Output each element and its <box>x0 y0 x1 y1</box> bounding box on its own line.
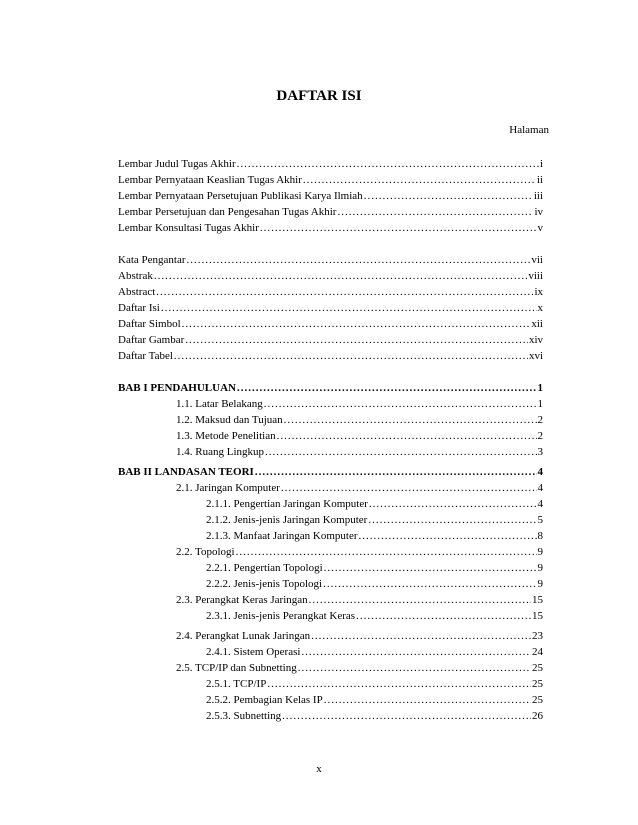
toc-entry-page: 9 <box>537 546 543 558</box>
toc-entry <box>118 350 543 366</box>
toc-entry <box>118 270 543 286</box>
toc-entry <box>118 254 543 270</box>
toc-entry <box>118 662 543 678</box>
toc-entry <box>118 562 543 578</box>
dot-leader <box>324 694 531 706</box>
toc-entry-label: 2.1.3. Manfaat Jaringan Komputer <box>206 530 358 542</box>
toc-entry-label: Daftar Tabel <box>118 350 173 362</box>
toc-entry-label: 2.5. TCP/IP dan Subnetting <box>176 662 297 674</box>
dot-leader <box>185 334 528 346</box>
dot-leader <box>368 514 536 526</box>
toc-entry <box>118 498 543 514</box>
page-title: DAFTAR ISI <box>276 88 362 104</box>
toc-entry-page: 26 <box>532 710 543 722</box>
dot-leader <box>364 190 533 202</box>
dot-leader <box>359 530 537 542</box>
toc-entry <box>118 174 543 190</box>
dot-leader <box>309 594 531 606</box>
toc-entry <box>118 318 543 334</box>
toc-entry-label: Lembar Persetujuan dan Pengesahan Tugas Akhir <box>118 206 337 218</box>
dot-leader <box>282 710 531 722</box>
toc-entry-label: Abstrak <box>118 270 153 282</box>
toc-entry-page: 15 <box>532 594 543 606</box>
dot-leader <box>323 578 536 590</box>
toc-entry-label: Lembar Pernyataan Keaslian Tugas Akhir <box>118 174 302 186</box>
dot-leader <box>237 158 539 170</box>
toc-entry-page: 3 <box>537 446 543 458</box>
toc-entry-label: 2.5.1. TCP/IP <box>206 678 267 690</box>
dot-leader <box>255 466 537 478</box>
dot-leader <box>187 254 531 266</box>
toc-entry-label: BAB I PENDAHULUAN <box>118 382 236 394</box>
dot-leader <box>174 350 528 362</box>
toc-entry <box>118 678 543 694</box>
toc-entry <box>118 546 543 562</box>
toc-entry <box>118 446 543 462</box>
toc-entry-label: 2.1. Jaringan Komputer <box>176 482 280 494</box>
toc-entry <box>118 302 543 318</box>
toc-entry <box>118 594 543 610</box>
toc-entry-page: 25 <box>532 678 543 690</box>
toc-entry-page: 5 <box>537 514 543 526</box>
toc-entry <box>118 610 543 626</box>
toc-entry <box>118 530 543 546</box>
toc-entry-page: 4 <box>537 482 543 494</box>
toc-entry-label: 2.1.2. Jenis-jenis Jaringan Komputer <box>206 514 368 526</box>
page-number: x <box>316 763 322 775</box>
toc-entry <box>118 206 543 222</box>
toc-entry <box>118 190 543 206</box>
toc-entry <box>118 466 543 482</box>
toc-entry-page: vii <box>531 254 543 266</box>
toc-entry-label: Daftar Gambar <box>118 334 185 346</box>
toc-entry-page: 4 <box>537 498 543 510</box>
toc-entry-page: 2 <box>537 414 543 426</box>
dot-leader <box>264 398 537 410</box>
toc-entry-label: 2.2.1. Pengertian Topologi <box>206 562 323 574</box>
toc-entry <box>118 646 543 662</box>
toc-entry-page: v <box>537 222 543 234</box>
toc-entry-label: Lembar Judul Tugas Akhir <box>118 158 236 170</box>
toc-entry-page: iv <box>534 206 543 218</box>
toc-entry-label: 2.5.3. Subnetting <box>206 710 282 722</box>
dot-leader <box>277 430 537 442</box>
toc-entry-label: 1.4. Ruang Lingkup <box>176 446 264 458</box>
page-column-header: Halaman <box>509 124 549 136</box>
dot-leader <box>260 222 537 234</box>
toc-entry <box>118 382 543 398</box>
dot-leader <box>369 498 537 510</box>
toc-entry-page: 9 <box>537 562 543 574</box>
toc-entry <box>118 398 543 414</box>
toc-entry-page: 15 <box>532 610 543 622</box>
toc-entry-page: 1 <box>537 382 543 394</box>
toc-entry <box>118 222 543 238</box>
toc-entry-page: iii <box>533 190 543 202</box>
toc-entry-label: Abstract <box>118 286 156 298</box>
toc-entry-page: xii <box>531 318 543 330</box>
toc-entry-page: xiv <box>528 334 543 346</box>
toc-entry-label: 1.3. Metode Penelitian <box>176 430 276 442</box>
toc-entry-label: 2.2.2. Jenis-jenis Topologi <box>206 578 323 590</box>
toc-entry-label: Daftar Simbol <box>118 318 181 330</box>
dot-leader <box>303 174 536 186</box>
toc-entry <box>118 630 543 646</box>
toc-entry-label: Lembar Konsultasi Tugas Akhir <box>118 222 259 234</box>
dot-leader <box>356 610 531 622</box>
toc-entry-page: 25 <box>532 662 543 674</box>
dot-leader <box>237 382 537 394</box>
toc-entry-page: 9 <box>537 578 543 590</box>
dot-leader <box>265 446 537 458</box>
toc-entry-page: 24 <box>532 646 543 658</box>
dot-leader <box>324 562 537 574</box>
toc-entry <box>118 482 543 498</box>
toc-entry-label: 2.2. Topologi <box>176 546 235 558</box>
toc-entry-label: 2.5.2. Pembagian Kelas IP <box>206 694 323 706</box>
toc-entry-label: 1.2. Maksud dan Tujuan <box>176 414 283 426</box>
dot-leader <box>301 646 531 658</box>
toc-entry-page: i <box>539 158 543 170</box>
toc-entry-page: 23 <box>532 630 543 642</box>
dot-leader <box>236 546 537 558</box>
toc-entry-page: 2 <box>537 430 543 442</box>
toc-entry-label: Lembar Pernyataan Persetujuan Publikasi Karya Ilmiah <box>118 190 363 202</box>
toc-entry-page: x <box>537 302 543 314</box>
toc-entry-page: 25 <box>532 694 543 706</box>
toc-entry <box>118 710 543 726</box>
dot-leader <box>281 482 537 494</box>
toc-entry <box>118 514 543 530</box>
toc-entry-label: 2.3. Perangkat Keras Jaringan <box>176 594 308 606</box>
toc-entry-page: 4 <box>537 466 543 478</box>
toc-entry <box>118 430 543 446</box>
dot-leader <box>267 678 531 690</box>
toc-entry-label: 2.1.1. Pengertian Jaringan Komputer <box>206 498 368 510</box>
toc-entry-page: ii <box>536 174 543 186</box>
dot-leader <box>154 270 528 282</box>
dot-leader <box>182 318 531 330</box>
toc-entry-label: Daftar Isi <box>118 302 160 314</box>
toc-entry-label: BAB II LANDASAN TEORI <box>118 466 254 478</box>
toc-entry-page: 8 <box>537 530 543 542</box>
toc-entry-page: xvi <box>528 350 543 362</box>
toc-entry <box>118 286 543 302</box>
toc-entry-label: 2.3.1. Jenis-jenis Perangkat Keras <box>206 610 356 622</box>
toc-entry-label: Kata Pengantar <box>118 254 186 266</box>
toc-entry <box>118 578 543 594</box>
toc-entry <box>118 158 543 174</box>
toc-entry <box>118 414 543 430</box>
toc-entry-label: 2.4. Perangkat Lunak Jaringan <box>176 630 311 642</box>
toc-entry-label: 2.4.1. Sistem Operasi <box>206 646 301 658</box>
toc-entry <box>118 334 543 350</box>
dot-leader <box>311 630 531 642</box>
toc-entry-label: 1.1. Latar Belakang <box>176 398 263 410</box>
toc-entry-page: 1 <box>537 398 543 410</box>
dot-leader <box>161 302 537 314</box>
toc-entry-page: ix <box>534 286 543 298</box>
dot-leader <box>156 286 533 298</box>
dot-leader <box>284 414 537 426</box>
toc-entry-page: viii <box>528 270 543 282</box>
toc-entry <box>118 694 543 710</box>
dot-leader <box>298 662 531 674</box>
dot-leader <box>337 206 533 218</box>
